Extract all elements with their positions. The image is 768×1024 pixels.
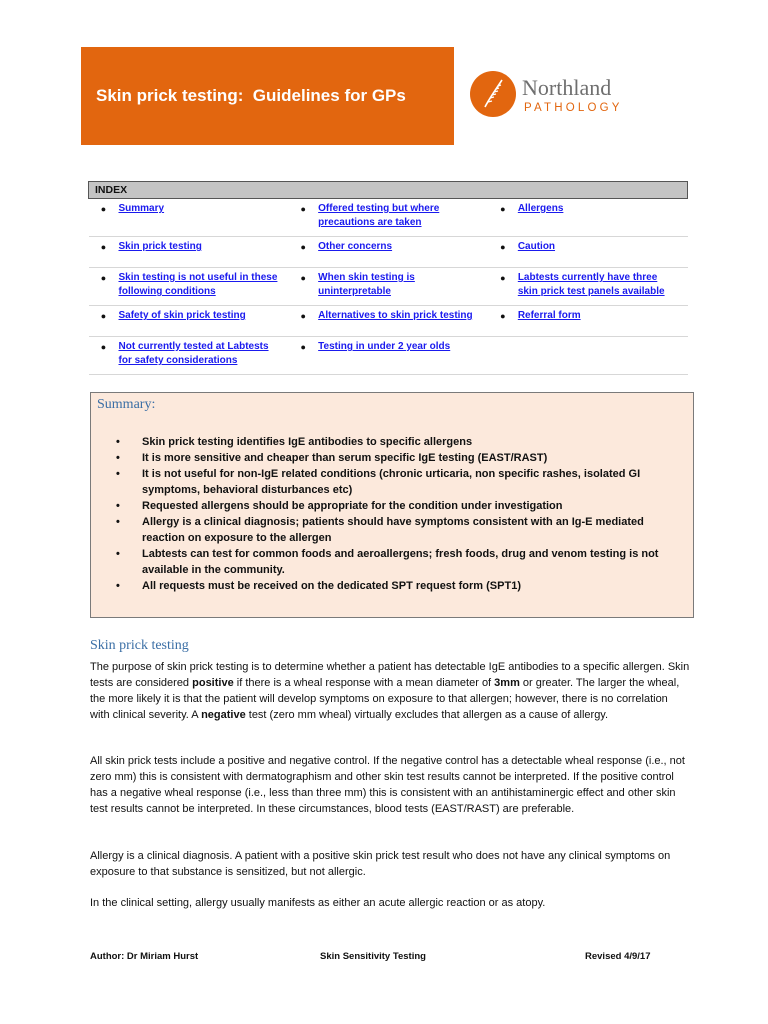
index-link-test-panels[interactable]: Labtests currently have three skin prick test panels available	[517, 272, 665, 297]
bullet-icon: ●	[100, 204, 107, 214]
bullet-icon: ●	[100, 311, 107, 321]
index-heading: INDEX	[89, 182, 688, 199]
index-link-caution[interactable]: Caution	[517, 241, 556, 252]
bullet-icon: ●	[300, 311, 306, 321]
text-run: if there is a wheal response with a mean diameter of	[233, 677, 495, 689]
bullet-icon: ●	[100, 342, 107, 352]
paragraph-controls: All skin prick tests include a positive and negative control. If the negative control has a detectable wheal response (i.e., not zero mm) this is consistent with dermatographism and other skin test results cannot be interpreted. If the positive control has a negative wheal response (i.e., less than three mm) this is consistent with an antihistaminergic effect and other skin test results cannot be interpreted. In these circumstances, blood tests (EAST/RAST) are preferable.	[90, 755, 685, 815]
index-row	[89, 337, 688, 375]
bullet-icon: ●	[100, 242, 107, 252]
index-row	[89, 199, 688, 237]
section-heading-skin-prick-testing: Skin prick testing	[90, 638, 189, 653]
summary-item: • It is more sensitive and cheaper than serum specific IgE testing (EAST/RAST)	[116, 450, 682, 466]
index-table	[88, 181, 688, 375]
paragraph-purpose	[90, 659, 690, 723]
text-run-bold: 3mm	[494, 677, 520, 689]
summary-item: • Allergy is a clinical diagnosis; patients should have symptoms consistent with an Ig-E mediated reaction on exposure to the allergen	[116, 514, 682, 546]
index-link-safety[interactable]: Safety of skin prick testing	[118, 310, 246, 321]
text-run: The purpose of skin prick testing is to determine whether a patient has detectable IgE antibodies to a specific allergen. Skin tests are considered	[90, 661, 690, 689]
text-run: or greater. The larger the wheal, the more likely it is that the patient will develop symptoms on exposure to that allergen; however, there is no correlation with clinical severity. A	[90, 677, 680, 721]
logo-subtitle: PATHOLOGY	[524, 102, 623, 114]
summary-list	[116, 434, 682, 594]
footer-author: Author: Dr Miriam Hurst	[90, 951, 199, 962]
index-row	[89, 268, 688, 306]
paragraph-clinical-setting: In the clinical setting, allergy usually manifests as either an acute allergic reaction or as atopy.	[90, 897, 546, 909]
bullet-icon: ●	[500, 273, 506, 283]
bullet-icon: ●	[100, 273, 107, 283]
index-link-alternatives[interactable]: Alternatives to skin prick testing	[318, 310, 473, 321]
footer-revised: Revised 4/9/17	[585, 951, 651, 962]
footer-document-name: Skin Sensitivity Testing	[320, 951, 426, 962]
summary-item: • Labtests can test for common foods and aeroallergens; fresh foods, drug and venom testing is not available in the community.	[116, 546, 682, 578]
logo-name: Northland	[522, 75, 612, 100]
summary-item: • All requests must be received on the dedicated SPT request form (SPT1)	[116, 578, 682, 594]
bullet-icon: ●	[300, 273, 306, 283]
document-title: Skin prick testing: Guidelines for GPs	[96, 86, 406, 105]
index-link-under-2[interactable]: Testing in under 2 year olds	[318, 341, 451, 352]
index-link-other-concerns[interactable]: Other concerns	[318, 241, 393, 252]
summary-item: • It is not useful for non-IgE related conditions (chronic urticaria, non specific rashes, isolated GI symptoms, behavioral disturbances etc)	[116, 466, 682, 498]
summary-item: • Skin prick testing identifies IgE antibodies to specific allergens	[116, 434, 682, 450]
index-row	[89, 306, 688, 337]
index-link-allergens[interactable]: Allergens	[517, 203, 564, 214]
northland-logo-icon	[470, 71, 516, 117]
text-run: test (zero mm wheal) virtually excludes that allergen as a cause of allergy.	[245, 709, 609, 721]
bullet-icon: ●	[500, 204, 506, 214]
index-row	[89, 237, 688, 268]
index-link-referral-form[interactable]: Referral form	[517, 310, 581, 321]
text-run-bold: positive	[192, 677, 234, 689]
paragraph-clinical-diagnosis: Allergy is a clinical diagnosis. A patient with a positive skin prick test result who does not have any clinical symptoms on exposure to that substance is sensitized, but not allergic.	[90, 850, 671, 878]
bullet-icon: ●	[300, 204, 306, 214]
index-link-not-tested[interactable]: Not currently tested at Labtests for safety considerations	[118, 341, 269, 366]
index-link-summary[interactable]: Summary	[118, 203, 165, 214]
index-link-offered-testing[interactable]: Offered testing but where precautions are taken	[318, 203, 440, 228]
bullet-icon: ●	[300, 342, 306, 352]
text-run-bold: negative	[201, 709, 246, 721]
index-link-uninterpretable[interactable]: When skin testing is uninterpretable	[318, 272, 415, 297]
index-link-not-useful[interactable]: Skin testing is not useful in these following conditions	[118, 272, 278, 297]
summary-heading: Summary:	[97, 397, 156, 412]
bullet-icon: ●	[500, 242, 506, 252]
bullet-icon: ●	[300, 242, 306, 252]
bullet-icon: ●	[500, 311, 506, 321]
summary-item: • Requested allergens should be appropriate for the condition under investigation	[116, 498, 682, 514]
index-link-skin-prick-testing[interactable]: Skin prick testing	[118, 241, 202, 252]
